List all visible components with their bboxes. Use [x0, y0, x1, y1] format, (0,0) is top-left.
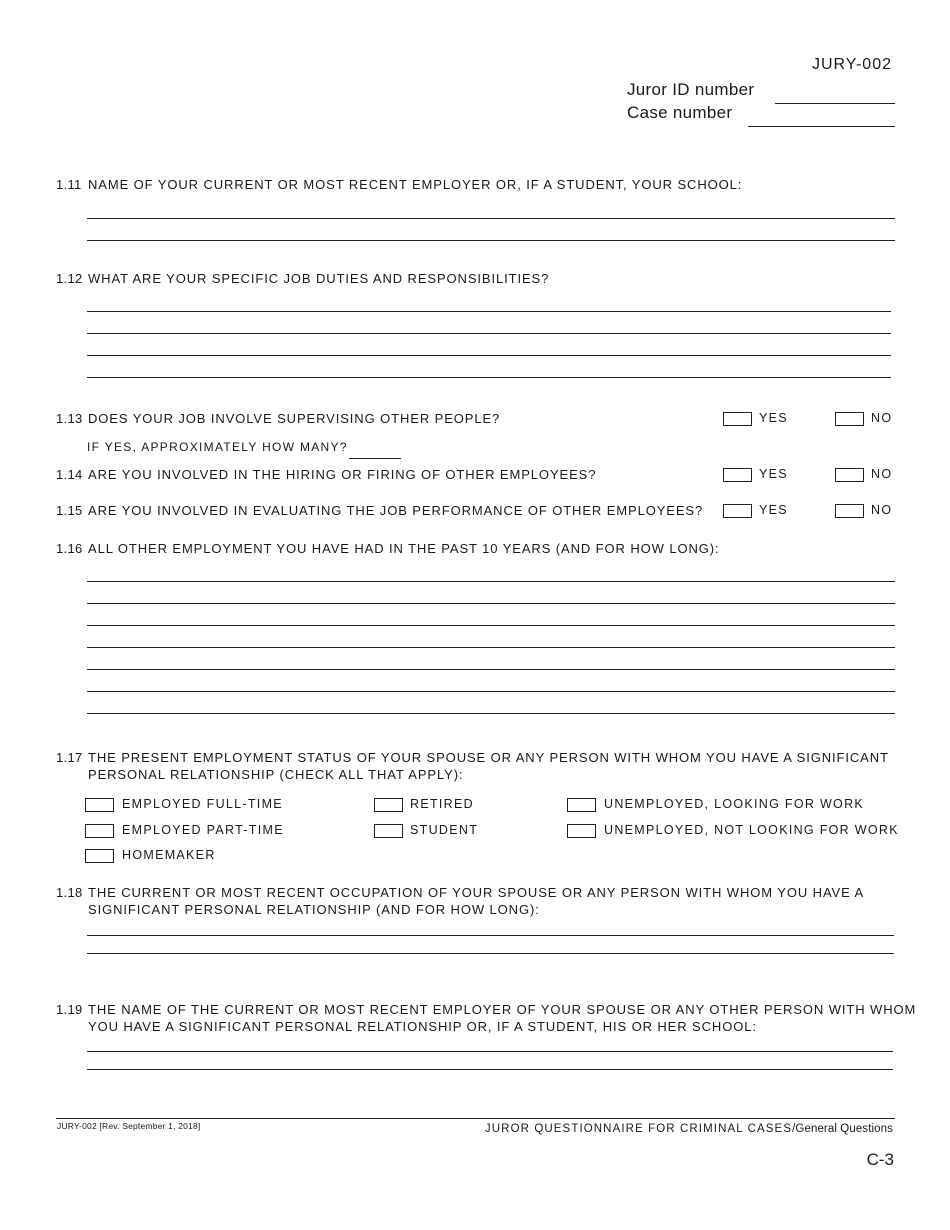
- answer-line[interactable]: [87, 625, 895, 626]
- yes-checkbox[interactable]: [723, 504, 752, 518]
- yes-checkbox[interactable]: [723, 412, 752, 426]
- juror-id-label: Juror ID number: [627, 80, 755, 99]
- footer-title-rest: /General Questions: [792, 1123, 893, 1135]
- status-retired-label: RETIRED: [410, 797, 474, 811]
- answer-line[interactable]: [87, 311, 891, 312]
- answer-line[interactable]: [87, 935, 894, 936]
- followup-text: IF YES, APPROXIMATELY HOW MANY?: [87, 440, 348, 454]
- no-checkbox[interactable]: [835, 412, 864, 426]
- status-full-time-checkbox[interactable]: [85, 798, 114, 812]
- footer-revision: JURY-002 [Rev. September 1, 2018]: [57, 1121, 201, 1131]
- juror-id-field[interactable]: [775, 103, 895, 104]
- status-unemployed-looking-label: UNEMPLOYED, LOOKING FOR WORK: [604, 797, 865, 811]
- question-number: 1.14: [56, 467, 83, 482]
- question-text: WHAT ARE YOUR SPECIFIC JOB DUTIES AND RESPONSIBILITIES?: [88, 271, 550, 286]
- question-text: ARE YOU INVOLVED IN EVALUATING THE JOB PERFORMANCE OF OTHER EMPLOYEES?: [88, 503, 704, 518]
- answer-line[interactable]: [87, 581, 895, 582]
- question-number: 1.19: [56, 1002, 83, 1017]
- question-text-line2: YOU HAVE A SIGNIFICANT PERSONAL RELATIONSHIP OR, IF A STUDENT, HIS OR HER SCHOOL:: [88, 1019, 757, 1034]
- answer-line[interactable]: [87, 218, 895, 219]
- no-label: NO: [871, 503, 893, 517]
- question-text-line1: THE CURRENT OR MOST RECENT OCCUPATION OF YOUR SPOUSE OR ANY PERSON WITH WHOM YOU HAVE A: [88, 885, 865, 900]
- question-text-line2: SIGNIFICANT PERSONAL RELATIONSHIP (AND FOR HOW LONG):: [88, 902, 540, 917]
- answer-line[interactable]: [87, 647, 895, 648]
- case-number-field[interactable]: [748, 126, 895, 127]
- question-number: 1.16: [56, 541, 83, 556]
- question-number: 1.15: [56, 503, 83, 518]
- no-checkbox[interactable]: [835, 468, 864, 482]
- yes-label: YES: [759, 467, 788, 481]
- question-number: 1.13: [56, 411, 83, 426]
- answer-line[interactable]: [87, 355, 891, 356]
- answer-line[interactable]: [87, 377, 891, 378]
- answer-line[interactable]: [87, 713, 895, 714]
- status-part-time-checkbox[interactable]: [85, 824, 114, 838]
- answer-line[interactable]: [87, 953, 894, 954]
- no-checkbox[interactable]: [835, 504, 864, 518]
- question-text-line2: PERSONAL RELATIONSHIP (CHECK ALL THAT APPLY):: [88, 767, 464, 782]
- answer-line[interactable]: [87, 333, 891, 334]
- yes-label: YES: [759, 411, 788, 425]
- supervise-count-field[interactable]: [349, 458, 401, 459]
- question-text: ARE YOU INVOLVED IN THE HIRING OR FIRING OF OTHER EMPLOYEES?: [88, 467, 597, 482]
- no-label: NO: [871, 467, 893, 481]
- question-text: DOES YOUR JOB INVOLVE SUPERVISING OTHER PEOPLE?: [88, 411, 501, 426]
- status-homemaker-checkbox[interactable]: [85, 849, 114, 863]
- question-number: 1.17: [56, 750, 83, 765]
- status-homemaker-label: HOMEMAKER: [122, 848, 216, 862]
- status-full-time-label: EMPLOYED FULL-TIME: [122, 797, 283, 811]
- status-unemployed-looking-checkbox[interactable]: [567, 798, 596, 812]
- answer-line[interactable]: [87, 1069, 893, 1070]
- question-text: ALL OTHER EMPLOYMENT YOU HAVE HAD IN THE PAST 10 YEARS (AND FOR HOW LONG):: [88, 541, 720, 556]
- footer-divider: [56, 1118, 895, 1119]
- yes-checkbox[interactable]: [723, 468, 752, 482]
- footer-title-caps: JUROR QUESTIONNAIRE FOR CRIMINAL CASES: [484, 1123, 793, 1135]
- page-number: C-3: [866, 1150, 894, 1169]
- no-label: NO: [871, 411, 893, 425]
- answer-line[interactable]: [87, 1051, 893, 1052]
- answer-line[interactable]: [87, 240, 895, 241]
- status-part-time-label: EMPLOYED PART-TIME: [122, 823, 284, 837]
- question-number: 1.11: [56, 177, 82, 192]
- status-unemployed-not-looking-label: UNEMPLOYED, NOT LOOKING FOR WORK: [604, 823, 899, 837]
- question-text-line1: THE PRESENT EMPLOYMENT STATUS OF YOUR SPOUSE OR ANY PERSON WITH WHOM YOU HAVE A SIGNIFICANT: [88, 750, 889, 765]
- answer-line[interactable]: [87, 669, 895, 670]
- status-retired-checkbox[interactable]: [374, 798, 403, 812]
- question-number: 1.12: [56, 271, 83, 286]
- form-code: JURY-002: [811, 56, 892, 73]
- status-student-checkbox[interactable]: [374, 824, 403, 838]
- question-text: NAME OF YOUR CURRENT OR MOST RECENT EMPLOYER OR, IF A STUDENT, YOUR SCHOOL:: [88, 177, 743, 192]
- answer-line[interactable]: [87, 691, 895, 692]
- case-number-label: Case number: [627, 103, 733, 122]
- question-number: 1.18: [56, 885, 83, 900]
- yes-label: YES: [759, 503, 788, 517]
- status-student-label: STUDENT: [410, 823, 479, 837]
- footer-title: [485, 1123, 893, 1135]
- answer-line[interactable]: [87, 603, 895, 604]
- status-unemployed-not-looking-checkbox[interactable]: [567, 824, 596, 838]
- question-text-line1: THE NAME OF THE CURRENT OR MOST RECENT EMPLOYER OF YOUR SPOUSE OR ANY OTHER PERSON WITH WHOM: [88, 1002, 917, 1017]
